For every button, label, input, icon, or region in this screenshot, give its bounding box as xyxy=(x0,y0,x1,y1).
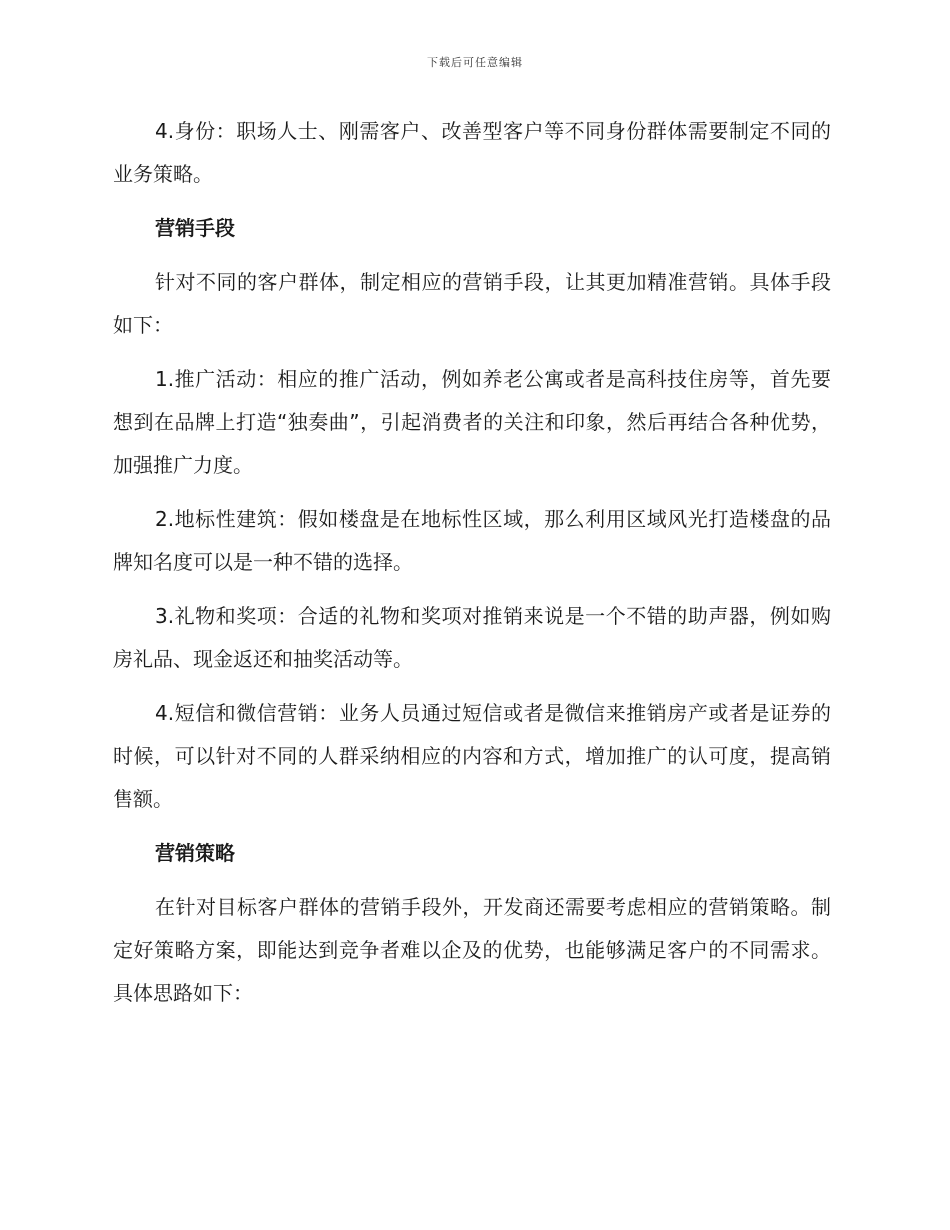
paragraph-sms-wechat-marketing: 4.短信和微信营销：业务人员通过短信或者是微信来推销房产或者是证券的时候，可以针对不同的人群采纳相应的内容和方式，增加推广的认可度，提高销售额。 xyxy=(113,701,831,811)
section-heading-marketing-means: 营销手段 xyxy=(155,216,235,240)
paragraph-identity: 4.身份：职场人士、刚需客户、改善型客户等不同身份群体需要制定不同的业务策略。 xyxy=(113,119,831,186)
document-body xyxy=(113,110,831,1026)
page-header-note: 下载后可任意编辑 xyxy=(427,56,523,69)
paragraph-landmark-buildings: 2.地标性建筑：假如楼盘是在地标性区域，那么利用区域风光打造楼盘的品牌知名度可以是一种不错的选择。 xyxy=(113,507,831,574)
paragraph-gifts-and-prizes: 3.礼物和奖项：合适的礼物和奖项对推销来说是一个不错的助声器，例如购房礼品、现金返还和抽奖活动等。 xyxy=(113,604,831,671)
section-heading-marketing-strategy: 营销策略 xyxy=(155,841,235,865)
paragraph-means-intro: 针对不同的客户群体，制定相应的营销手段，让其更加精准营销。具体手段如下： xyxy=(113,270,831,337)
paragraph-strategy-intro: 在针对目标客户群体的营销手段外，开发商还需要考虑相应的营销策略。制定好策略方案，即能达到竞争者难以企及的优势，也能够满足客户的不同需求。具体思路如下： xyxy=(113,895,831,1005)
paragraph-promotion-activities: 1.推广活动：相应的推广活动，例如养老公寓或者是高科技住房等，首先要想到在品牌上打造“独奏曲”，引起消费者的关注和印象，然后再结合各种优势，加强推广力度。 xyxy=(113,367,831,477)
